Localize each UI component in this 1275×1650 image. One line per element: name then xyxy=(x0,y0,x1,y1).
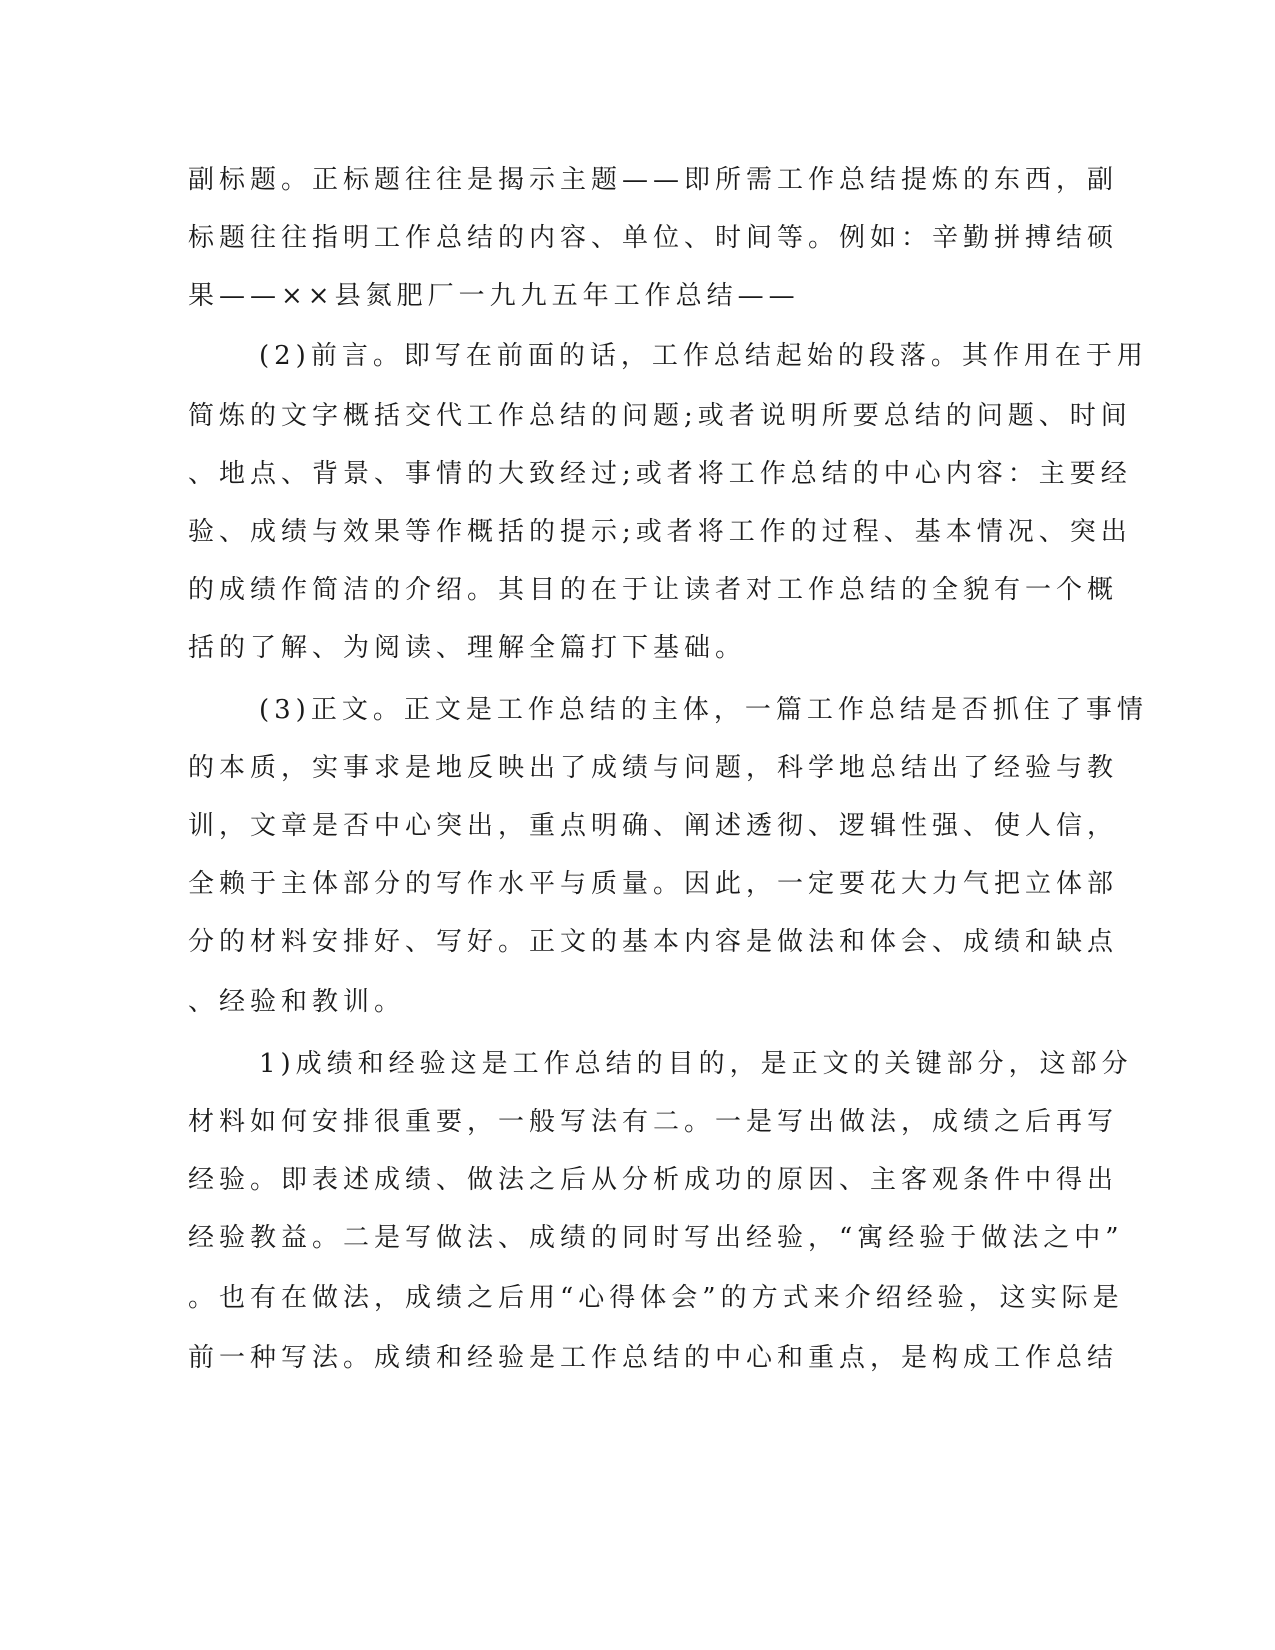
text-line: 经验教益。二是写做法、成绩的同时写出经验，“寓经验于做法之中” xyxy=(188,1223,1124,1253)
text-line: 简炼的文字概括交代工作总结的问题;或者说明所要总结的问题、时间 xyxy=(188,401,1132,431)
text-line: 分的材料安排好、写好。正文的基本内容是做法和体会、成绩和缺点 xyxy=(188,927,1119,957)
text-line: 全赖于主体部分的写作水平与质量。因此，一定要花大力气把立体部 xyxy=(188,869,1119,899)
text-line: 标题往往指明工作总结的内容、单位、时间等。例如：辛勤拼搏结硕 xyxy=(188,223,1119,253)
text-line: 果——××县氮肥厂一九九五年工作总结—— xyxy=(188,281,800,311)
text-line: 经验。即表述成绩、做法之后从分析成功的原因、主客观条件中得出 xyxy=(188,1165,1119,1195)
text-line: 括的了解、为阅读、理解全篇打下基础。 xyxy=(188,633,747,663)
text-line: 副标题。正标题往往是揭示主题——即所需工作总结提炼的东西，副 xyxy=(188,165,1119,195)
text-line: 前一种写法。成绩和经验是工作总结的中心和重点，是构成工作总结 xyxy=(188,1343,1119,1373)
text-line: 、地点、背景、事情的大致经过;或者将工作总结的中心内容：主要经 xyxy=(188,459,1132,489)
text-line: 、经验和教训。 xyxy=(188,987,406,1017)
text-line: 的本质，实事求是地反映出了成绩与问题，科学地总结出了经验与教 xyxy=(188,753,1119,783)
paragraph-start-line: 1)成绩和经验这是工作总结的目的，是正文的关键部分，这部分 xyxy=(259,1049,1133,1079)
text-line: 的成绩作简洁的介绍。其目的在于让读者对工作总结的全貌有一个概 xyxy=(188,575,1119,605)
text-line: 。也有在做法，成绩之后用“心得体会”的方式来介绍经验，这实际是 xyxy=(188,1283,1124,1313)
paragraph-start-line: (2)前言。即写在前面的话，工作总结起始的段落。其作用在于用 xyxy=(259,341,1148,371)
text-line: 材料如何安排很重要，一般写法有二。一是写出做法，成绩之后再写 xyxy=(188,1107,1119,1137)
paragraph-start-line: (3)正文。正文是工作总结的主体，一篇工作总结是否抓住了事情 xyxy=(259,695,1148,725)
text-line: 训，文章是否中心突出，重点明确、阐述透彻、逻辑性强、使人信， xyxy=(188,811,1119,841)
text-line: 验、成绩与效果等作概括的提示;或者将工作的过程、基本情况、突出 xyxy=(188,517,1132,547)
